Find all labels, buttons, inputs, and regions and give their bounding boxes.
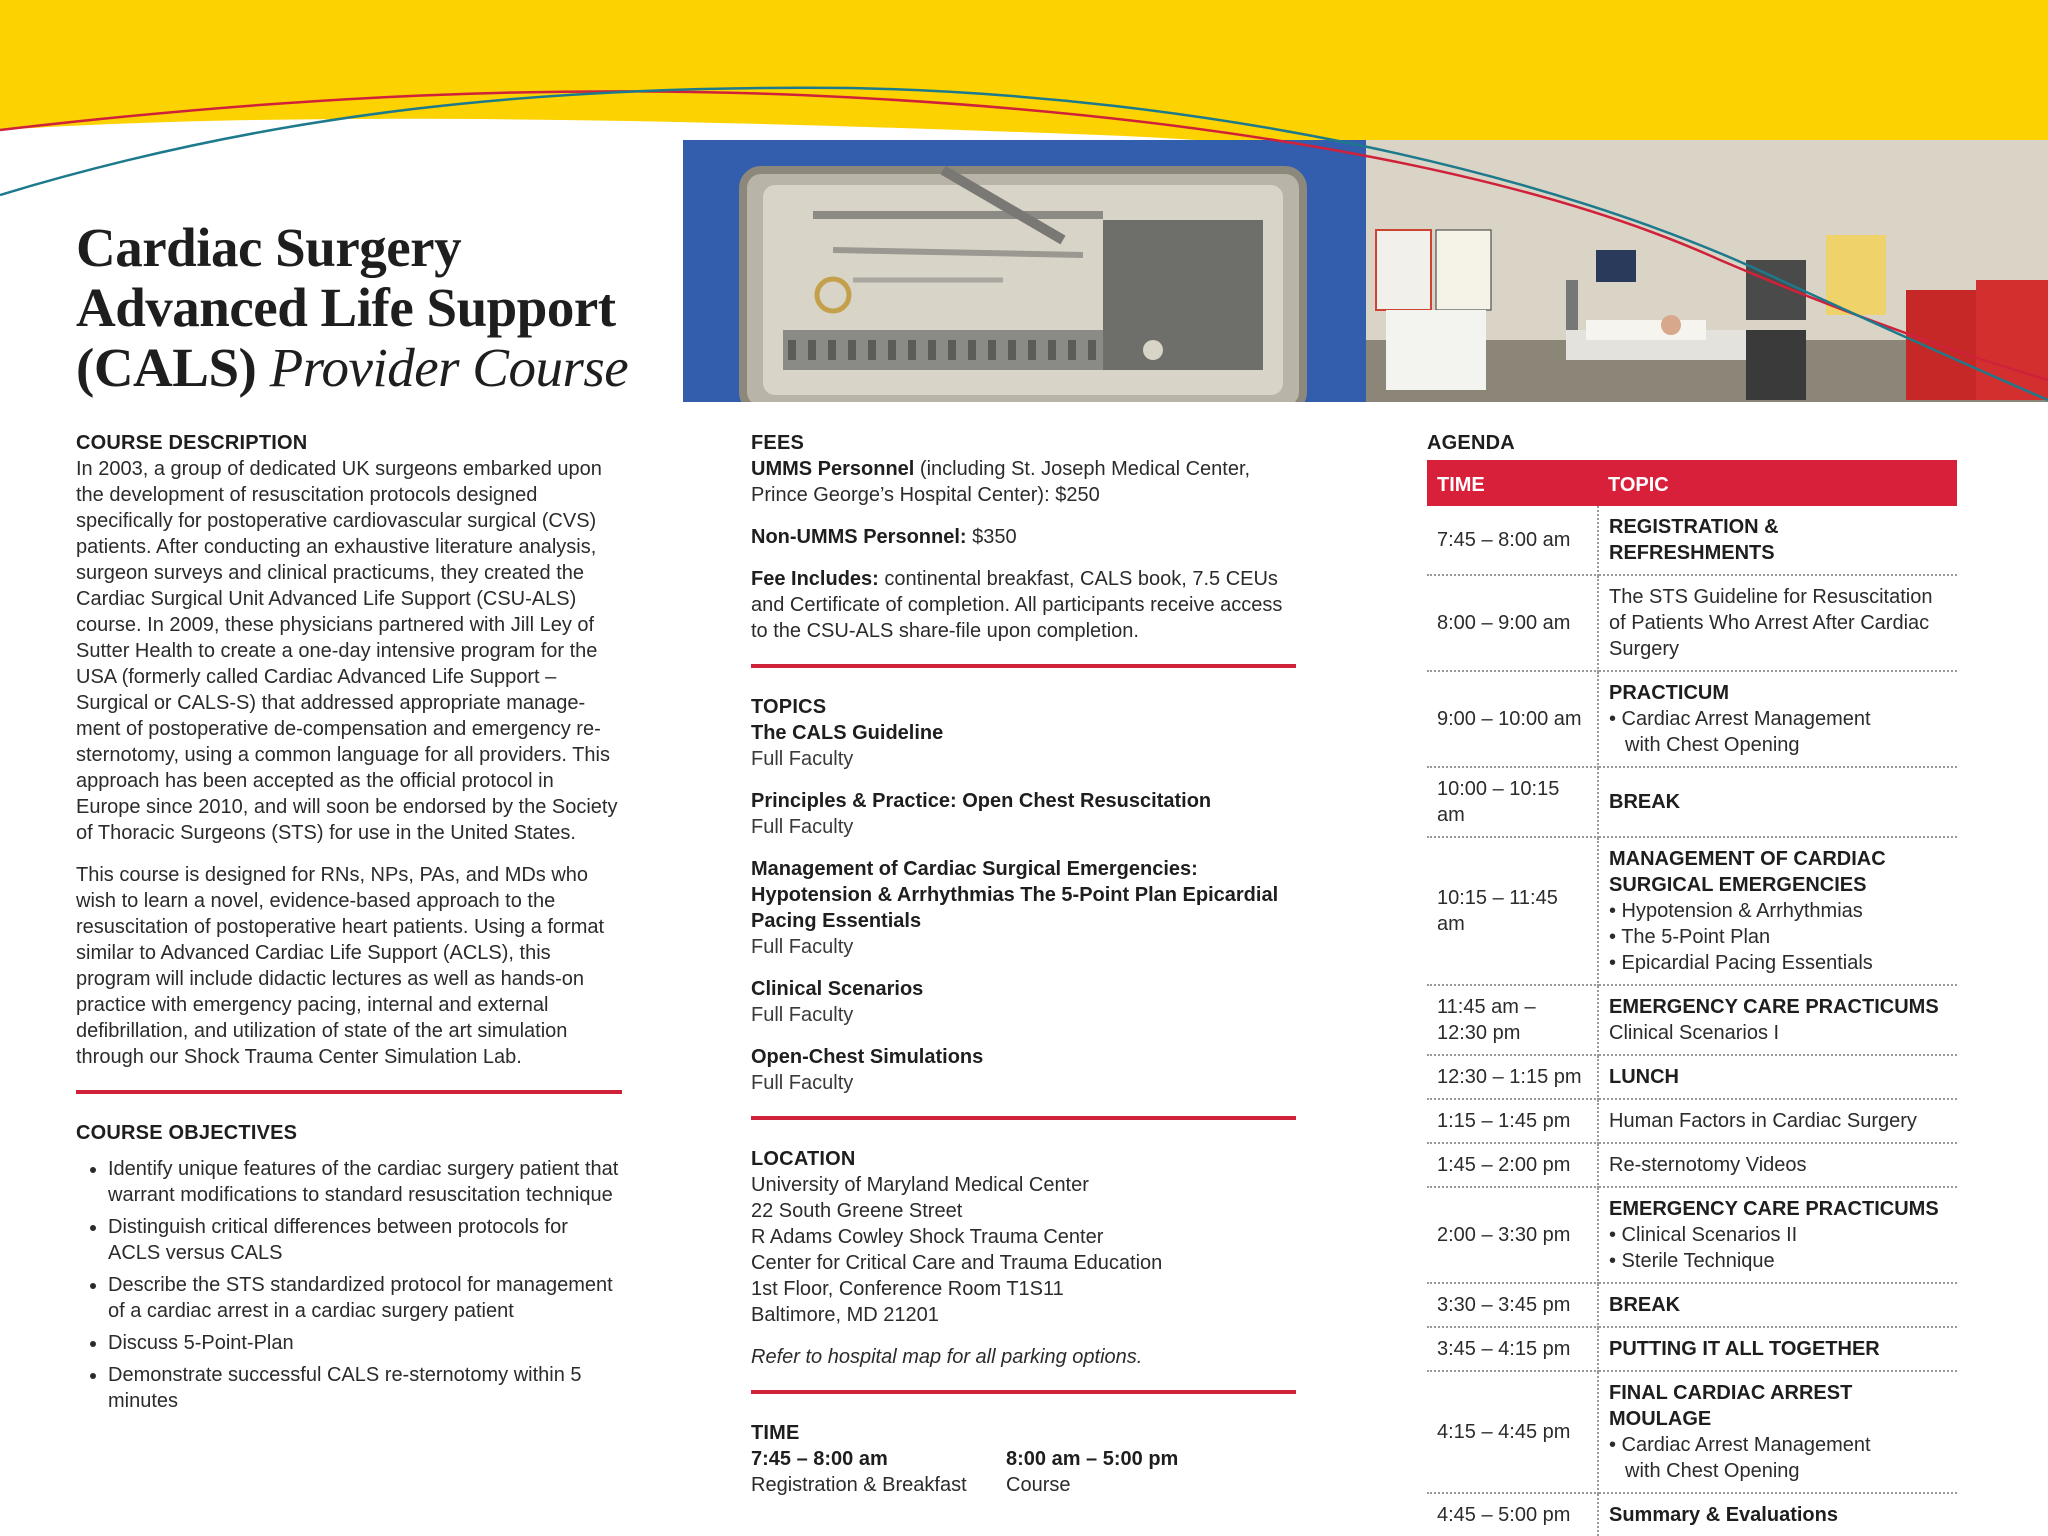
agenda-topic (1598, 985, 1957, 1055)
agenda-col-topic: TOPIC (1598, 460, 1957, 506)
agenda-topic (1598, 1055, 1957, 1099)
objective-item: • Distinguish critical differences between protocols for ACLS versus CALS (108, 1214, 622, 1266)
agenda-row (1427, 506, 1957, 575)
agenda-header-row (1427, 460, 1957, 506)
agenda-topic (1598, 1099, 1957, 1143)
agenda-table (1427, 460, 1957, 1536)
time-grid (751, 1446, 1296, 1498)
course-description-paragraph-2: This course is designed for RNs, NPs, PAs, and MDs who wish to learn a novel, evidence-based approach to the resuscitation of postoperative heart patients. Using a format similar to Advanced Cardiac Life Support (ACLS), this program will include didactic lectures as well as hands-on practice with emergency pacing, internal and external defibrillation, and utilization of state of the art simulation through our Shock Trauma Center Simulation Lab. (76, 864, 605, 1068)
agenda-time: 1:15 – 1:45 pm (1427, 1099, 1598, 1143)
title-line-3-italic: Provider Course (269, 337, 629, 398)
fees-umms-text: (including St. Joseph Medical Center, Prince George’s Hospital Center): $250 (751, 458, 1251, 506)
agenda-time: 9:00 – 10:00 am (1427, 671, 1598, 767)
agenda-topic (1598, 671, 1957, 767)
location-heading: LOCATION (751, 1148, 856, 1170)
agenda-row (1427, 1493, 1957, 1536)
agenda-row (1427, 767, 1957, 837)
agenda-row (1427, 1099, 1957, 1143)
column-description (76, 430, 622, 1420)
agenda-topic-line: Re-sternotomy Videos (1609, 1154, 1807, 1176)
agenda-topic-line: Clinical Scenarios I (1609, 1022, 1780, 1044)
time-slot-time: 8:00 am – 5:00 pm (1006, 1448, 1179, 1470)
agenda-topic-line: LUNCH (1609, 1066, 1679, 1088)
agenda-topic-line: MANAGEMENT OF CARDIAC SURGICAL EMERGENCIES (1609, 848, 1886, 896)
agenda-topic-line: • Cardiac Arrest Management (1609, 1434, 1871, 1456)
agenda-time: 12:30 – 1:15 pm (1427, 1055, 1598, 1099)
agenda-topic-line: BREAK (1609, 1294, 1681, 1316)
page-title (76, 218, 676, 398)
agenda-topic (1598, 767, 1957, 837)
agenda-topic (1598, 1283, 1957, 1327)
agenda-topic (1598, 1187, 1957, 1283)
fees-non-umms-label: Non-UMMS Personnel: (751, 526, 967, 548)
agenda-row (1427, 1327, 1957, 1371)
topic-title: The CALS Guideline (751, 722, 944, 744)
course-objectives-heading: COURSE OBJECTIVES (76, 1122, 298, 1144)
agenda-time: 11:45 am – 12:30 pm (1427, 985, 1598, 1055)
objective-item: • Discuss 5-Point-Plan (108, 1330, 622, 1356)
time-slot (751, 1446, 1006, 1498)
agenda-topic-line: REGISTRATION & REFRESHMENTS (1609, 516, 1779, 564)
agenda-row (1427, 671, 1957, 767)
agenda-time: 2:00 – 3:30 pm (1427, 1187, 1598, 1283)
course-description-paragraph-1: In 2003, a group of dedicated UK surgeons embarked upon the development of resuscitation protocols designed specifically for postoperative cardiovascular surgical (CVS) patients. After conducting an exhaustive literature analysis, surgeon surveys and clinical practicums, they created the Cardiac Surgical Unit Advanced Life Support (CSU-ALS) course. In 2009, these physicians partnered with Jill Ley of Sutter Health to create a one-day intensive program for the USA (formerly called Cardiac Advanced Life Support – Surgical or CALS-S) that addressed appropriate manage-ment of postoperative de-compensation and emergency re-sternotomy, using a common language for all providers. This approach has been accepted as the official protocol in Europe since 2010, and will soon be endorsed by the Society of Thoracic Surgeons (STS) for use in the United States. (76, 458, 618, 844)
topic-title: Management of Cardiac Surgical Emergencies: Hypotension & Arrhythmias The 5-Point Plan Epicardial Pacing Essentials (751, 858, 1279, 932)
topic-item (751, 976, 1296, 1028)
agenda-time: 4:15 – 4:45 pm (1427, 1371, 1598, 1493)
agenda-row (1427, 1055, 1957, 1099)
agenda-topic-line: Summary & Evaluations (1609, 1504, 1838, 1526)
agenda-time: 3:30 – 3:45 pm (1427, 1283, 1598, 1327)
parking-note: Refer to hospital map for all parking options. (751, 1346, 1143, 1368)
agenda-col-time: TIME (1427, 460, 1598, 506)
column-agenda (1427, 430, 1957, 1536)
agenda-topic (1598, 1143, 1957, 1187)
surgical-instruments-photo (683, 140, 1366, 402)
objective-item: • Identify unique features of the cardiac surgery patient that warrant modifications to standard resuscitation technique (108, 1156, 622, 1208)
fees-umms (751, 456, 1296, 508)
fees-heading: FEES (751, 432, 805, 454)
agenda-row (1427, 837, 1957, 985)
fees-includes (751, 566, 1296, 644)
address-line: R Adams Cowley Shock Trauma Center (751, 1226, 1104, 1248)
agenda-row (1427, 1143, 1957, 1187)
agenda-topic-line: Human Factors in Cardiac Surgery (1609, 1110, 1917, 1132)
topic-item (751, 856, 1296, 960)
agenda-row (1427, 1187, 1957, 1283)
objective-item: • Describe the STS standardized protocol for management of a cardiac arrest in a cardiac surgery patient (108, 1272, 622, 1324)
agenda-topic-line: EMERGENCY CARE PRACTICUMS (1609, 996, 1939, 1018)
topics-heading: TOPICS (751, 696, 827, 718)
agenda-time: 7:45 – 8:00 am (1427, 506, 1598, 575)
agenda-topic (1598, 837, 1957, 985)
time-slot-time: 7:45 – 8:00 am (751, 1448, 888, 1470)
time-slot-label: Registration & Breakfast (751, 1474, 967, 1496)
address-line: 22 South Greene Street (751, 1200, 963, 1222)
agenda-time: 4:45 – 5:00 pm (1427, 1493, 1598, 1536)
section-divider (751, 1390, 1296, 1394)
objective-item: • Demonstrate successful CALS re-sternotomy within 5 minutes (108, 1362, 622, 1414)
topic-item (751, 720, 1296, 772)
agenda-topic-line: • Clinical Scenarios II (1609, 1224, 1798, 1246)
fees-includes-text: continental breakfast, CALS book, 7.5 CEUs and Certificate of completion. All participants receive access to the CSU-ALS share-file upon completion. (751, 568, 1283, 642)
section-divider (751, 664, 1296, 668)
agenda-row (1427, 575, 1957, 671)
fees-includes-label: Fee Includes: (751, 568, 879, 590)
agenda-topic-line: with Chest Opening (1625, 1460, 1800, 1482)
agenda-time: 8:00 – 9:00 am (1427, 575, 1598, 671)
fees-umms-label: UMMS Personnel (751, 458, 915, 480)
address-line: Center for Critical Care and Trauma Education (751, 1252, 1163, 1274)
agenda-topic-line: The STS Guideline for Resuscitation of Patients Who Arrest After Cardiac Surgery (1609, 586, 1933, 660)
agenda-heading: AGENDA (1427, 432, 1515, 454)
agenda-topic-line: with Chest Opening (1625, 734, 1800, 756)
address-line: University of Maryland Medical Center (751, 1174, 1089, 1196)
topic-faculty: Full Faculty (751, 748, 854, 770)
agenda-body (1427, 506, 1957, 1536)
topic-faculty: Full Faculty (751, 1004, 854, 1026)
agenda-topic (1598, 575, 1957, 671)
topic-item (751, 1044, 1296, 1096)
agenda-time: 3:45 – 4:15 pm (1427, 1327, 1598, 1371)
agenda-time: 1:45 – 2:00 pm (1427, 1143, 1598, 1187)
time-heading: TIME (751, 1422, 800, 1444)
column-fees-topics (751, 430, 1296, 1498)
agenda-topic-line: • Sterile Technique (1609, 1250, 1775, 1272)
agenda-row (1427, 1371, 1957, 1493)
agenda-topic-line: • Hypotension & Arrhythmias (1609, 900, 1863, 922)
section-divider (76, 1090, 622, 1094)
agenda-row (1427, 985, 1957, 1055)
agenda-topic-line: • Epicardial Pacing Essentials (1609, 952, 1873, 974)
section-divider (751, 1116, 1296, 1120)
topic-faculty: Full Faculty (751, 1072, 854, 1094)
agenda-topic (1598, 506, 1957, 575)
course-objectives-list (76, 1156, 622, 1414)
topic-title: Clinical Scenarios (751, 978, 924, 1000)
course-description-heading: COURSE DESCRIPTION (76, 432, 308, 454)
topic-title: Open-Chest Simulations (751, 1046, 984, 1068)
time-slot-label: Course (1006, 1474, 1071, 1496)
topic-faculty: Full Faculty (751, 816, 854, 838)
fees-non-umms-text: $350 (966, 526, 1017, 548)
agenda-topic (1598, 1327, 1957, 1371)
agenda-topic (1598, 1371, 1957, 1493)
agenda-time: 10:00 – 10:15 am (1427, 767, 1598, 837)
title-line-2: Advanced Life Support (76, 277, 616, 338)
topic-item (751, 788, 1296, 840)
topic-title: Principles & Practice: Open Chest Resuscitation (751, 790, 1212, 812)
title-line-1: Cardiac Surgery (76, 217, 462, 278)
agenda-topic-line: PUTTING IT ALL TOGETHER (1609, 1338, 1880, 1360)
agenda-topic-line: BREAK (1609, 791, 1681, 813)
agenda-row (1427, 1283, 1957, 1327)
simulation-lab-photo (1366, 140, 2048, 402)
time-slot (1006, 1446, 1261, 1498)
agenda-topic-line: FINAL CARDIAC ARREST MOULAGE (1609, 1382, 1853, 1430)
address-line: 1st Floor, Conference Room T1S11 (751, 1278, 1064, 1300)
agenda-topic-line: PRACTICUM (1609, 682, 1729, 704)
location-address (751, 1172, 1296, 1328)
agenda-topic (1598, 1493, 1957, 1536)
title-line-3-prefix: (CALS) (76, 337, 257, 398)
agenda-topic-line: • The 5-Point Plan (1609, 926, 1771, 948)
agenda-topic-line: EMERGENCY CARE PRACTICUMS (1609, 1198, 1939, 1220)
agenda-time: 10:15 – 11:45 am (1427, 837, 1598, 985)
fees-non-umms (751, 524, 1296, 550)
address-line: Baltimore, MD 21201 (751, 1304, 939, 1326)
topic-faculty: Full Faculty (751, 936, 854, 958)
agenda-topic-line: • Cardiac Arrest Management (1609, 708, 1871, 730)
